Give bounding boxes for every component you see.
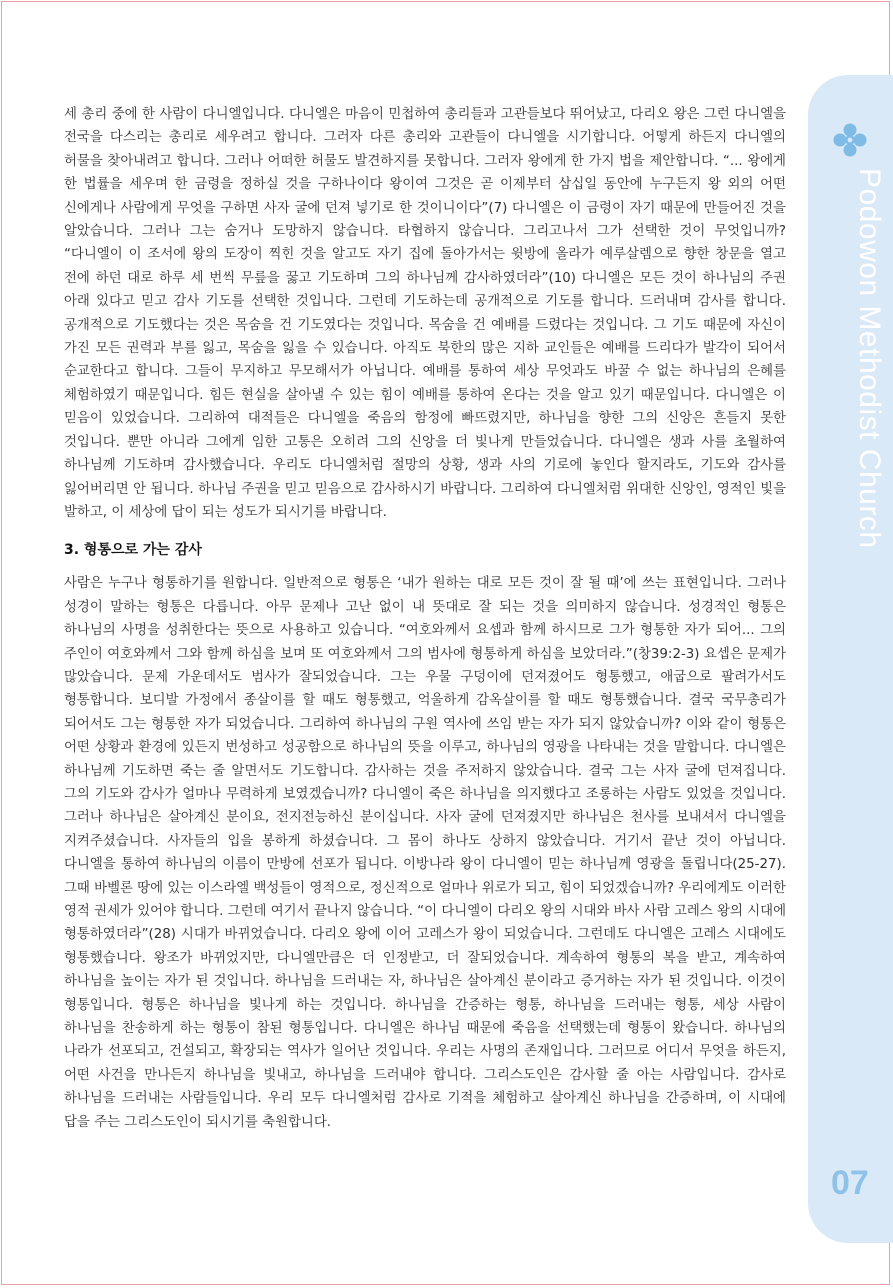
article-body (64, 103, 786, 1134)
body-paragraph: 사람은 누구나 형통하기를 원합니다. 일반적으로 형통은 ‘내가 원하는 대로 모든 것이 잘 될 때’에 쓰는 표현입니다. 그러나 성경이 말하는 형통은 다릅니다. 아무 문제나 고난 없이 내 뜻대로 잘 되는 것을 의미하지 않습니다. 성경적인 형통은 하나님의 사명을 성취한다는 뜻으로 사용하고 있습니다. “여호와께서 요셉과 함께 하시므로 그가 형통한 자가 되어... 그의 주인이 여호와께서 그와 함께 하심을 보며 또 여호와께서 그의 범사에 형통하게 하심을 보았더라.”(창39:2-3) 요셉은 문제가 많았습니다. 문제 가운데서도 범사가 잘되었습니다. 그는 우물 구덩이에 던져졌어도 형통했고, 애굽으로 팔려가서도 형통합니다. 보디발 가정에서 종살이를 할 때도 형통했고, 억울하게 감옥살이를 할 때도 형통했습니다. 결국 국무총리가 되어서도 그는 형통한 자가 되었습니다. 그리하여 하나님의 구원 역사에 쓰임 받는 자가 되지 않았습니까? 이와 같이 형통은 어떤 상황과 환경에 있든지 번성하고 성공함으로 하나님의 뜻을 이루고, 하나님의 영광을 나타내는 것을 말합니다. 다니엘은 하나님께 기도하면 죽는 줄 알면서도 기도합니다. 감사하는 것을 주저하지 않았습니다. 결국 그는 사자 굴에 던져집니다. 그의 기도와 감사가 얼마나 무력하게 보였겠습니까? 다니엘이 죽은 하나님을 의지했다고 조롱하는 사람도 있었을 것입니다. 그러나 하나님은 살아계신 분이요, 전지전능하신 분이십니다. 사자 굴에 던져졌지만 하나님은 천사를 보내셔서 다니엘을 지켜주셨습니다. 사자들의 입을 봉하게 하셨습니다. 그 몸이 하나도 상하지 않았습니다. 거기서 끝난 것이 아닙니다. 다니엘을 통하여 하나님의 이름이 만방에 선포가 됩니다. 이방나라 왕이 다니엘이 믿는 하나님께 영광을 돌립니다(25-27). 그때 바벨론 땅에 있는 이스라엘 백성들이 영적으로, 정신적으로 얼마나 위로가 되고, 힘이 되었겠습니까? 우리에게도 이러한 영적 권세가 있어야 합니다. 그런데 여기서 끝나지 않습니다. “이 다니엘이 다리오 왕의 시대와 바사 사람 고레스 왕의 시대에 형통하였더라”(28) 시대가 바뀌었습니다. 다리오 왕에 이어 고레스가 왕이 되었습니다. 그런데도 다니엘은 고레스 시대에도 형통했습니다. 왕조가 바뀌었지만, 다니엘만큼은 더 인정받고, 더 잘되었습니다. 계속하여 형통의 복을 받고, 계속하여 하나님을 높이는 자가 된 것입니다. 하나님을 드러내는 자, 하나님은 살아계신 분이라고 증거하는 자가 된 것입니다. 이것이 형통입니다. 형통은 하나님을 빛나게 하는 것입니다. 하나님을 간증하는 형통, 하나님을 드러내는 형통, 세상 사람이 하나님을 찬송하게 하는 형통이 참된 형통입니다. 다니엘은 하나님 때문에 죽음을 선택했는데 형통이 왔습니다. 하나님의 나라가 선포되고, 건설되고, 확장되는 역사가 일어난 것입니다. 우리는 사명의 존재입니다. 그러므로 어디서 무엇을 하든지, 어떤 사건을 만나든지 하나님을 빛내고, 하나님을 드러내야 합니다. 그리스도인은 감사할 줄 아는 사람입니다. 감사로 하나님을 드러내는 사람들입니다. 우리 모두 다니엘처럼 감사로 기적을 체험하고 살아계신 하나님을 간증하며, 이 시대에 답을 주는 그리스도인이 되시기를 축원합니다. (64, 576, 786, 1130)
page-number: 07 (831, 1164, 869, 1202)
church-name-label: Podowon Methodist Church (853, 168, 886, 549)
body-paragraph: 세 총리 중에 한 사람이 다니엘입니다. 다니엘은 마음이 민첩하여 총리들과 고관들보다 뛰어났고, 다리오 왕은 그런 다니엘을 전국을 다스리는 총리로 세우려고 합니다. 그러자 다른 총리와 고관들이 다니엘을 시기합니다. 어떻게 하든지 다니엘의 허물을 찾아내려고 합니다. 그러나 어떠한 허물도 발견하지를 못합니다. 그러자 왕에게 한 가지 법을 제안합니다. “... 왕에게 한 법률을 세우며 한 금령을 정하실 것을 구하나이다 왕이여 그것은 곧 이제부터 삼십일 동안에 누구든지 왕 외의 어떤 신에게나 사람에게 무엇을 구하면 사자 굴에 던져 넣기로 한 것이니이다”(7) 다니엘은 이 금령이 자기 때문에 만들어진 것을 알았습니다. 그러나 그는 숨거나 도망하지 않습니다. 타협하지 않습니다. 그리고나서 그가 선택한 것이 무엇입니까? “다니엘이 이 조서에 왕의 도장이 찍힌 것을 알고도 자기 집에 돌아가서는 윗방에 올라가 예루살렘으로 향한 창문을 열고 전에 하던 대로 하루 세 번씩 무릎을 꿇고 기도하며 그의 하나님께 감사하였더라”(10) 다니엘은 모든 것이 하나님의 주권 아래 있다고 믿고 감사 기도를 선택한 것입니다. 그런데 기도하는데 공개적으로 기도를 합니다. 드러내며 감사를 합니다. 공개적으로 기도했다는 것은 목숨을 건 기도였다는 것입니다. 목숨을 건 예배를 드렸다는 것입니다. 그 기도 때문에 자신이 가진 모든 권력과 부를 잃고, 목숨을 잃을 수 있습니다. 아직도 북한의 많은 지하 교인들은 예배를 드리다가 발각이 되어서 순교한다고 합니다. 그들이 무지하고 무모해서가 아닙니다. 예배를 통하여 세상 무엇과도 바꿀 수 없는 하나님의 은혜를 체험하였기 때문입니다. 힘든 현실을 살아낼 수 있는 힘이 예배를 통하여 온다는 것을 알고 있기 때문입니다. 다니엘은 이 믿음이 있었습니다. 그리하여 대적들은 다니엘을 죽음의 함정에 빠뜨렸지만, 하나님을 향한 그의 신앙은 흔들지 못한 것입니다. 뿐만 아니라 그에게 임한 고통은 오히려 그의 신앙을 더 빛나게 만들었습니다. 다니엘은 생과 사를 초월하여 하나님께 기도하며 감사했습니다. 우리도 다니엘처럼 절망의 상황, 생과 사의 기로에 놓인다 할지라도, 기도와 감사를 잃어버리면 안 됩니다. 하나님 주권을 믿고 믿음으로 감사하시기 바랍니다. 그리하여 다니엘처럼 위대한 신앙인, 영적인 빛을 발하고, 이 세상에 답이 되는 성도가 되시기를 바랍니다. (64, 107, 786, 520)
section-heading: 3. 형통으로 가는 감사 (64, 542, 202, 559)
grape-cluster-icon (833, 123, 867, 157)
